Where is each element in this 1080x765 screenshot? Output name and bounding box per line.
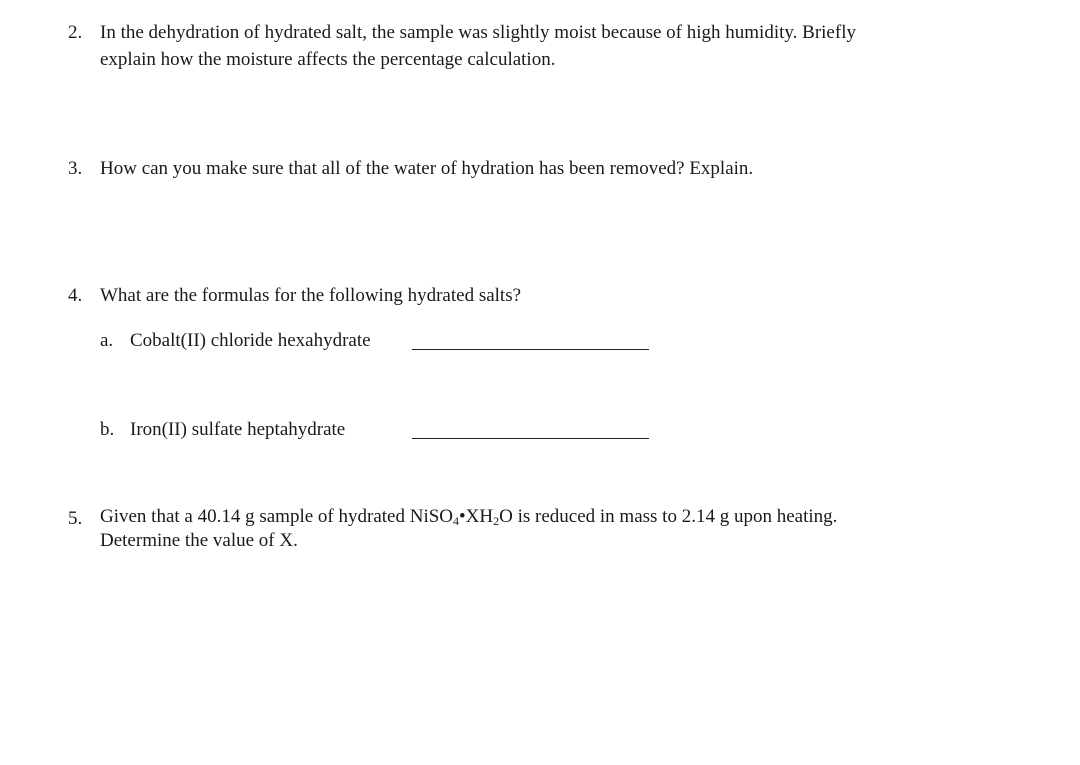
question-4a-letter: a. xyxy=(100,330,114,351)
question-4a xyxy=(100,327,660,357)
question-5-part-2: •XH xyxy=(459,506,494,527)
question-5-line-2: Determine the value of X. xyxy=(100,530,298,551)
question-5-part-1: Given that a 40.14 g sample of hydrated NiSO xyxy=(100,506,454,527)
question-4-line-1: What are the formulas for the following hydrated salts? xyxy=(100,285,522,306)
question-2-line-1: In the dehydration of hydrated salt, the sample was slightly moist because of high humidity. Briefly xyxy=(100,22,856,43)
question-3-text xyxy=(100,155,753,182)
question-2-text xyxy=(100,19,856,73)
question-4-number: 4. xyxy=(68,285,83,306)
question-4b-text: Iron(II) sulfate heptahydrate xyxy=(130,419,346,440)
question-4a-answer-blank[interactable] xyxy=(412,349,649,350)
question-4-text xyxy=(100,282,521,309)
question-3-line-1: How can you make sure that all of the water of hydration has been removed? Explain. xyxy=(100,158,754,179)
question-5-subscript-2: 2 xyxy=(493,514,500,528)
question-5-text xyxy=(100,505,837,553)
question-5-subscript-1: 4 xyxy=(453,514,460,528)
question-3-number: 3. xyxy=(68,158,83,179)
question-5-number: 5. xyxy=(68,508,83,529)
question-4b-letter: b. xyxy=(100,419,115,440)
question-4b xyxy=(100,416,660,446)
question-4a-text: Cobalt(II) chloride hexahydrate xyxy=(130,330,371,351)
question-2-line-2: explain how the moisture affects the percentage calculation. xyxy=(100,49,556,70)
question-2-number: 2. xyxy=(68,22,83,43)
question-5-part-3: O is reduced in mass to 2.14 g upon heating. xyxy=(499,506,838,527)
question-4b-answer-blank[interactable] xyxy=(412,438,649,439)
question-5-line-1 xyxy=(100,505,837,529)
